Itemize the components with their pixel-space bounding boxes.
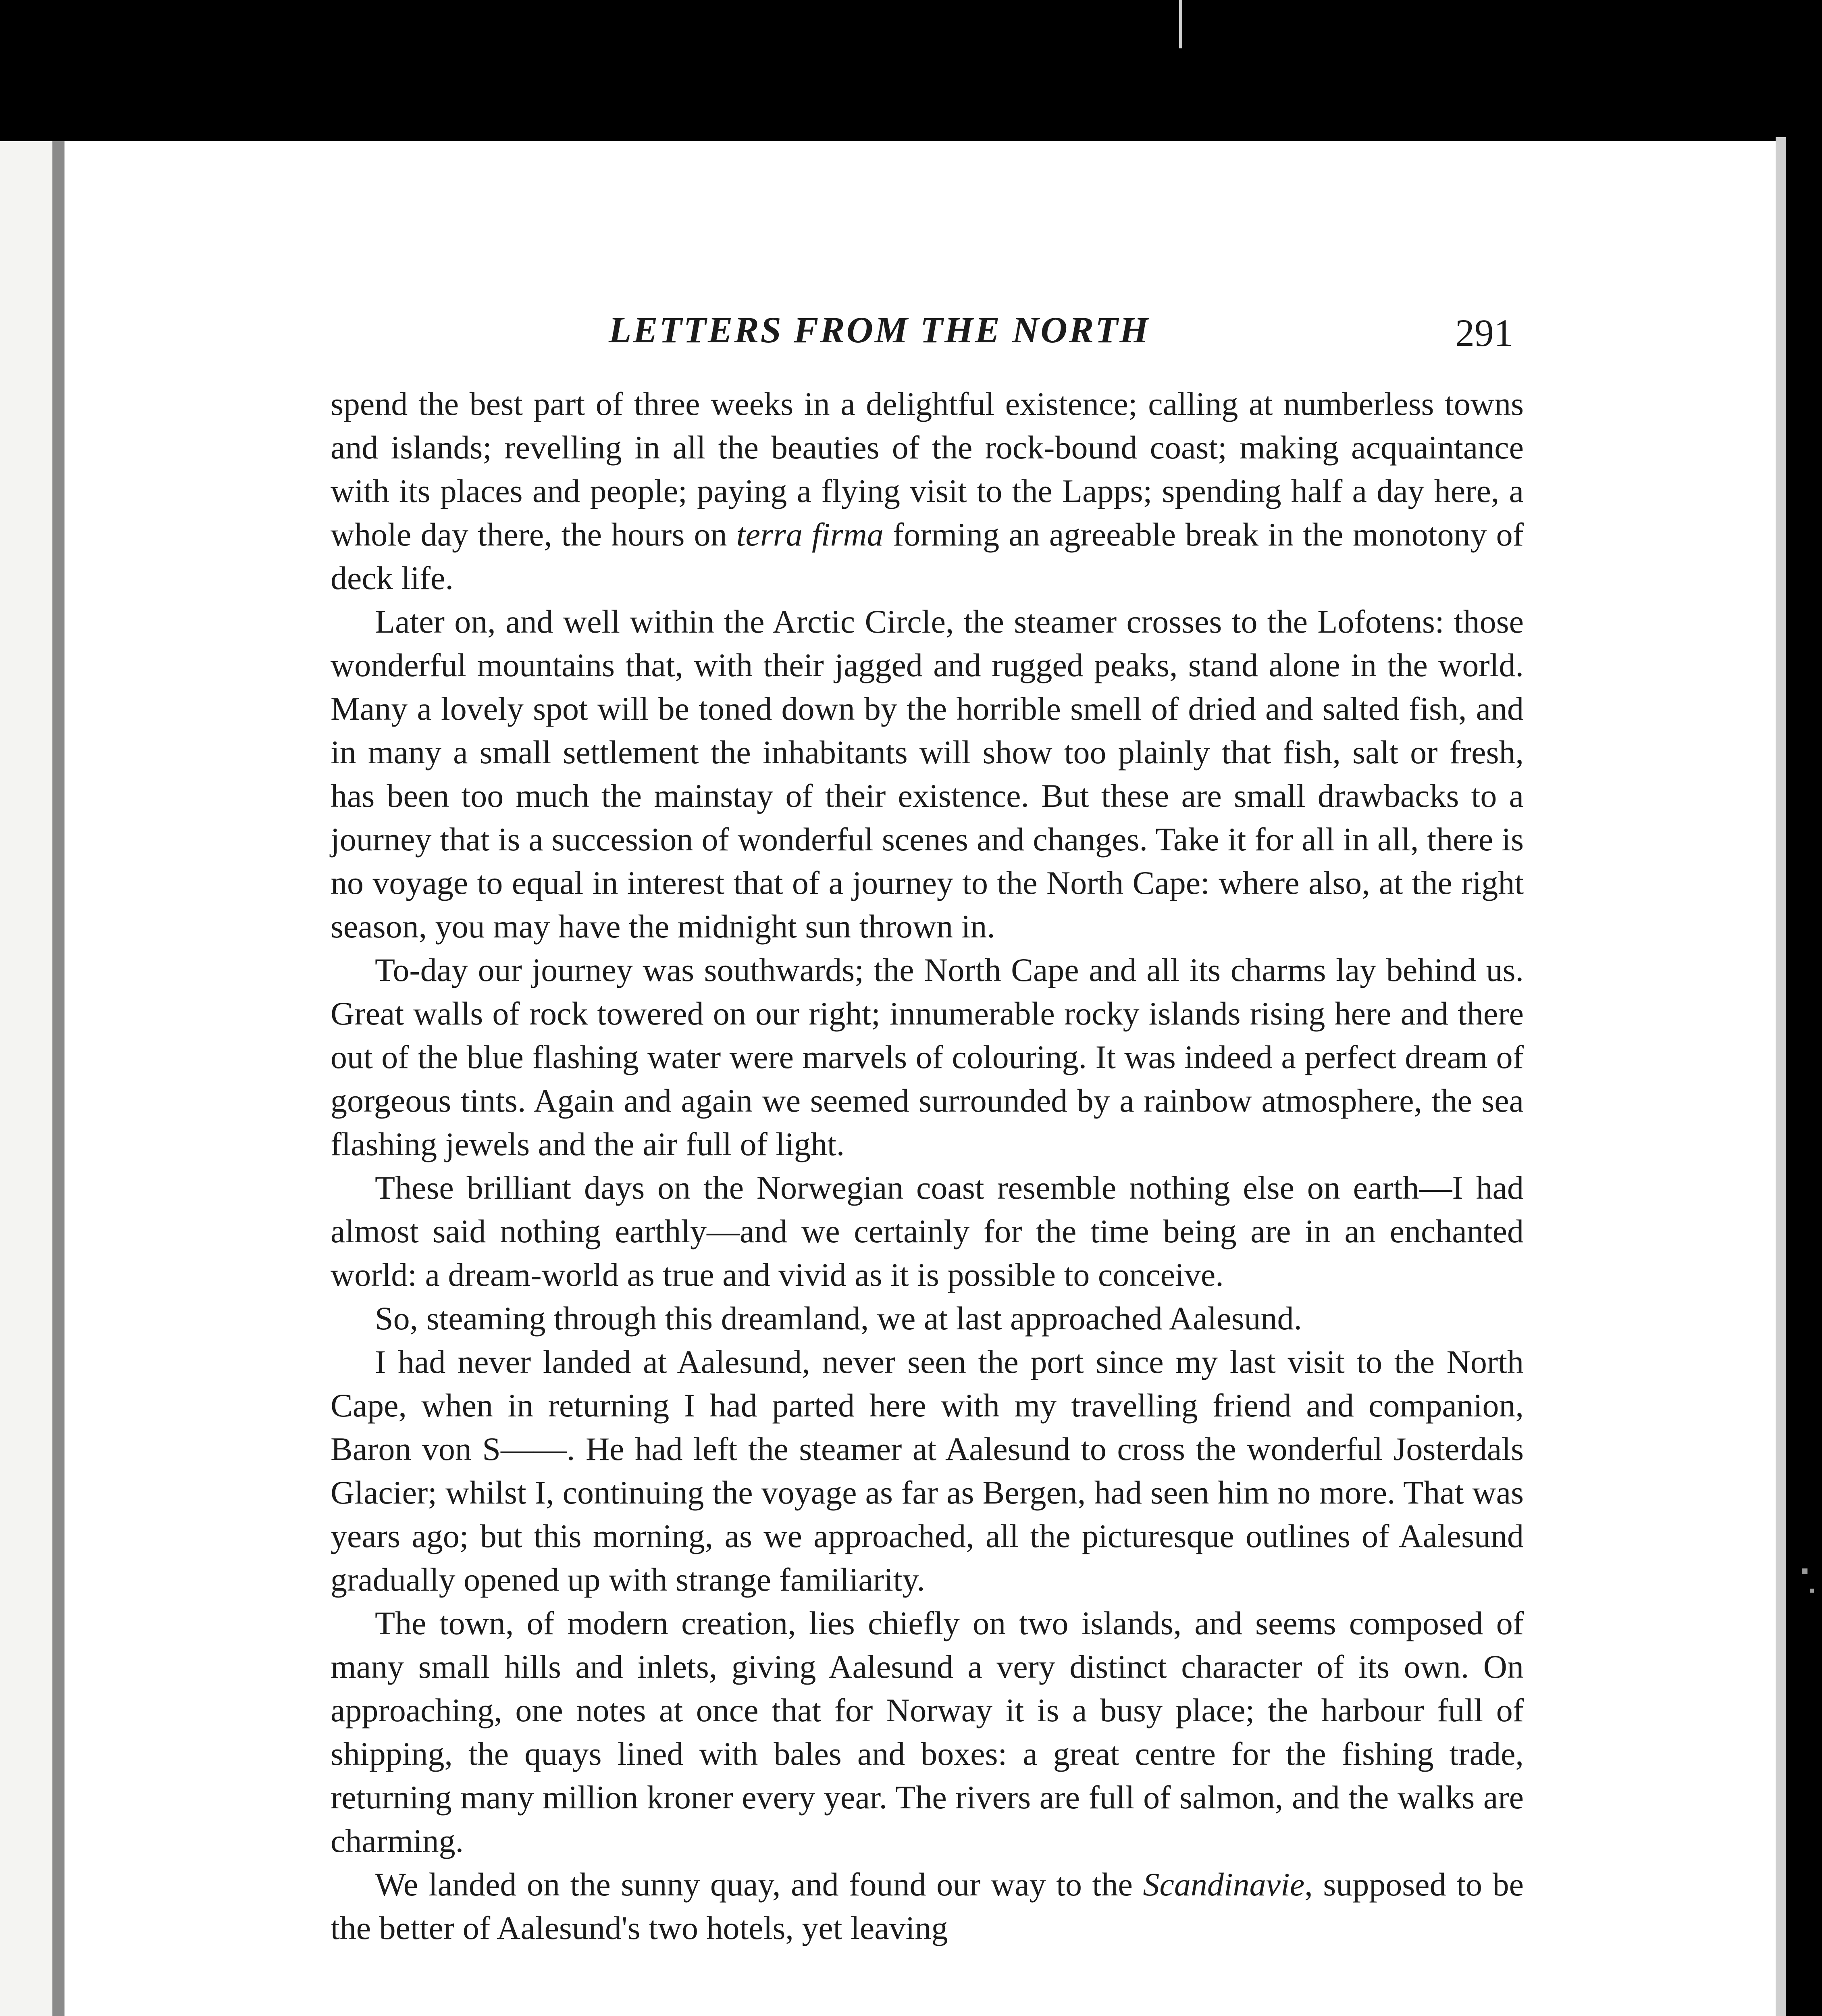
- dust-speck: [1810, 1589, 1814, 1593]
- text-run: These brilliant days on the Norwegian coast resemble nothing else on earth—I had almost said nothing earthly—and we certainly for the time being are in an enchanted world: a dream-world as true and vivid as it is possible to conceive.: [331, 1169, 1524, 1293]
- paragraph: [331, 1297, 1524, 1340]
- paragraph: [331, 1863, 1524, 1950]
- text-run: spend the best part of three weeks in a delightful existence; calling at numberless towns and islands; revelling in all the beauties of the rock-bound coast; making acquaintance with its places and people; paying a flying visit to the Lapps; spending half a day here, a whole day there, the hours on: [331, 385, 1524, 553]
- paragraph: [331, 1340, 1524, 1602]
- dust-speck: [1802, 1568, 1807, 1574]
- text-run: To-day our journey was southwards; the North Cape and all its charms lay behind us. Great walls of rock towered on our right; innumerable rocky islands rising here and there out of the blue flashing water were marvels of colouring. It was indeed a perfect dream of gorgeous tints. Again and again we seemed surrounded by a rainbow atmosphere, the sea flashing jewels and the air full of light.: [331, 952, 1524, 1162]
- running-head: LETTERS FROM THE NORTH: [609, 309, 1150, 350]
- page-edge-shadow: [1776, 137, 1786, 2016]
- italic-text-run: terra firma: [736, 516, 884, 553]
- page-number: 291: [1455, 311, 1513, 354]
- text-run: The town, of modern creation, lies chiefly on two islands, and seems composed of many small hills and inlets, giving Aalesund a very distinct character of its own. On approaching, one notes at once that for Norway it is a busy place; the harbour full of shipping, the quays lined with bales and boxes: a great centre for the fishing trade, returning many million kroner every year. The rivers are full of salmon, and the walks are charming.: [331, 1605, 1524, 1859]
- paragraph: [331, 1166, 1524, 1297]
- crop-mark: [1179, 0, 1182, 48]
- body-text: [331, 382, 1524, 1950]
- text-run: I had never landed at Aalesund, never seen the port since my last visit to the North Cape, when in returning I had parted here with my travelling friend and companion, Baron von S——. He had left the steamer at Aalesund to cross the wonderful Josterdals Glacier; whilst I, continuing the voyage as far as Bergen, had seen him no more. That was years ago; but this morning, as we approached, all the picturesque outlines of Aalesund gradually opened up with strange familiarity.: [331, 1343, 1524, 1598]
- paragraph: [331, 948, 1524, 1166]
- text-run: forming an agreeable break in the monotony of deck life.: [331, 516, 1524, 596]
- paragraph: [331, 382, 1524, 600]
- text-run: Later on, and well within the Arctic Circle, the steamer crosses to the Lofotens: those wonderful mountains that, with their jagged and rugged peaks, stand alone in the world. Many a lovely spot will be toned down by the horrible smell of dried and salted fish, and in many a small settlement the inhabitants will show too plainly that fish, salt or fresh, has been too much the mainstay of their existence. But these are small drawbacks to a journey that is a succession of wonderful scenes and changes. Take it for all in all, there is no voyage to equal in interest that of a journey to the North Cape: where also, at the right season, you may have the midnight sun thrown in.: [331, 603, 1524, 945]
- text-run: , supposed to be the better of Aalesund's two hotels, yet leaving: [331, 1866, 1524, 1946]
- text-run: We landed on the sunny quay, and found our way to the: [375, 1866, 1143, 1903]
- text-run: So, steaming through this dreamland, we at last approached Aalesund.: [375, 1300, 1302, 1337]
- paragraph: [331, 1602, 1524, 1863]
- paragraph: [331, 600, 1524, 948]
- italic-text-run: Scandinavie: [1143, 1866, 1305, 1903]
